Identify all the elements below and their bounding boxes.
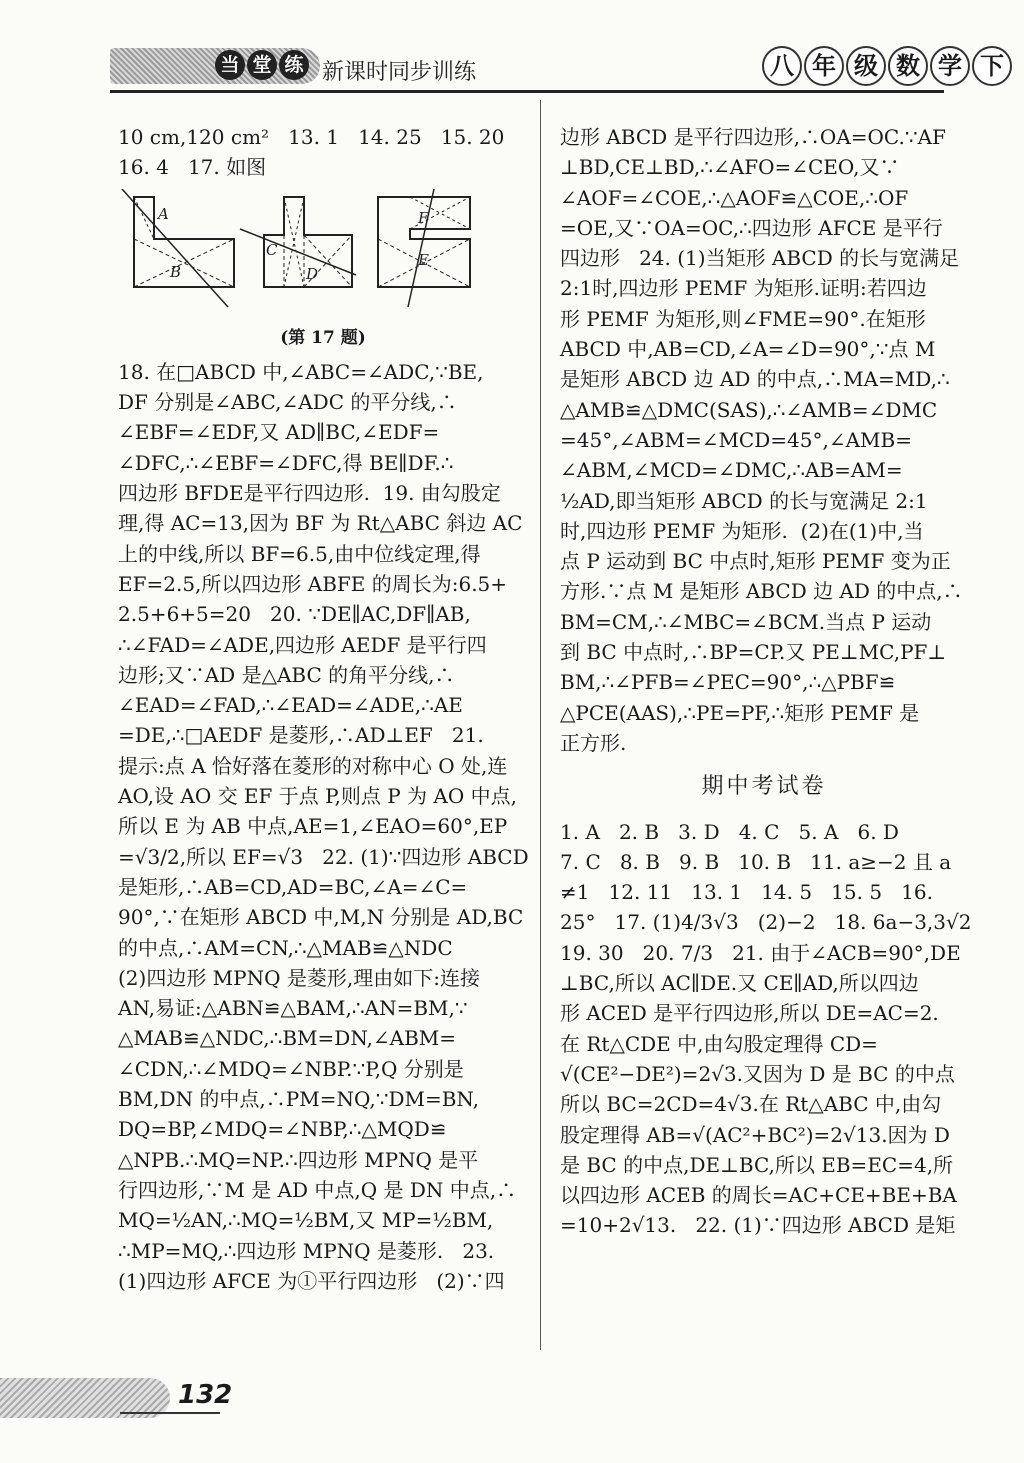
answer-line: 是矩形,∴AB=CD,AD=BC,∠A=∠C= xyxy=(118,874,468,899)
answer-line: 25° 17. (1)4/3√3 (2)−2 18. 6a−3,3√2 xyxy=(560,910,972,935)
column-divider xyxy=(540,100,541,1350)
answer-line: △AMB≌△DMC(SAS),∴∠AMB=∠DMC xyxy=(560,397,938,422)
fig-label-d: D xyxy=(306,264,319,283)
answer-line: 到 BC 中点时,∴BP=CP.又 PE⊥MC,PF⊥ xyxy=(560,640,947,665)
figure-17 xyxy=(118,189,528,321)
answer-line: MQ=½AN,∴MQ=½BM,又 MP=½BM, xyxy=(118,1208,494,1233)
answer-line: ∠EAD=∠FAD,∴∠EAD=∠ADE,∴AE xyxy=(118,693,463,718)
grade-char: 级 xyxy=(846,46,886,86)
grade-char: 学 xyxy=(930,46,970,86)
answer-line: 是 BC 的中点,DE⊥BC,所以 EB=EC=4,所 xyxy=(560,1152,954,1177)
answer-line: △PCE(AAS),∴PE=PF,∴矩形 PEMF 是 xyxy=(560,700,920,725)
answer-line: ⊥BD,CE⊥BD,∴∠AFO=∠CEO,又∵ xyxy=(560,155,900,180)
answer-line: ∠EBF=∠EDF,又 AD∥BC,∠EDF= xyxy=(118,420,440,445)
answer-line: 边形;又∵AD 是△ABC 的角平分线,∴ xyxy=(118,662,455,687)
answer-line: (1)四边形 AFCE 为①平行四边形 (2)∵四 xyxy=(118,1268,505,1293)
answer-line: ½AD,即当矩形 ABCD 的长与宽满足 2:1 xyxy=(560,488,928,513)
grade-subject-badge xyxy=(762,46,1012,86)
answer-line: 2:1时,四边形 PEMF 为矩形.证明:若四边 xyxy=(560,276,927,301)
answer-line: AO,设 AO 交 EF 于点 P,则点 P 为 AO 中点, xyxy=(118,784,517,809)
answer-line: 1. A 2. B 3. D 4. C 5. A 6. D xyxy=(560,819,899,844)
brand-char: 堂 xyxy=(247,50,277,80)
fig-label-a: A xyxy=(158,204,169,223)
answer-line: 行四边形,∵M 是 AD 中点,Q 是 DN 中点,∴ xyxy=(118,1177,517,1202)
answer-line: △NPB.∴MQ=NP.∴四边形 MPNQ 是平 xyxy=(118,1147,479,1172)
answer-line: 时,四边形 PEMF 为矩形. (2)在(1)中,当 xyxy=(560,518,924,543)
series-title: 新课时同步训练 xyxy=(322,60,477,85)
answer-line: ∴MP=MQ,∴四边形 MPNQ 是菱形. 23. xyxy=(118,1238,495,1263)
right-column xyxy=(560,122,972,1241)
fig-label-c: C xyxy=(266,240,278,259)
answer-line: =√3/2,所以 EF=√3 22. (1)∵四边形 ABCD xyxy=(118,844,529,869)
answer-line: 2.5+6+5=20 20. ∵DE∥AC,DF∥AB, xyxy=(118,602,471,627)
answer-line: (2)四边形 MPNQ 是菱形,理由如下:连接 xyxy=(118,965,480,990)
answer-line: =OE,又∵OA=OC,∴四边形 AFCE 是平行 xyxy=(560,215,943,240)
answer-line: 以四边形 ACEB 的周长=AC+CE+BE+BA xyxy=(560,1183,957,1208)
answer-line: 四边形 BFDE是平行四边形. 19. 由勾股定 xyxy=(118,481,501,506)
answer-line: =45°,∠ABM=∠MCD=45°,∠AMB= xyxy=(560,427,912,452)
answer-line: ABCD 中,AB=CD,∠A=∠D=90°,∵点 M xyxy=(560,337,936,362)
fig-label-b: B xyxy=(170,262,182,281)
answer-line: 19. 30 20. 7/3 21. 由于∠ACB=90°,DE xyxy=(560,940,961,965)
brand-char: 当 xyxy=(215,50,245,80)
answer-line: ∴∠FAD=∠ADE,四边形 AEDF 是平行四 xyxy=(118,632,487,657)
answer-line: 正方形. xyxy=(560,730,627,755)
answer-line: DF 分别是∠ABC,∠ADC 的平分线,∴ xyxy=(118,390,457,415)
answer-line: 在 Rt△CDE 中,由勾股定理得 CD= xyxy=(560,1031,878,1056)
grade-char: 年 xyxy=(804,46,844,86)
answer-line: 是矩形 ABCD 边 AD 的中点,∴MA=MD,∴ xyxy=(560,367,950,392)
left-answers xyxy=(118,357,528,1296)
page-header xyxy=(0,0,1024,100)
answer-line: 上的中线,所以 BF=6.5,由中位线定理,得 xyxy=(118,541,481,566)
fig-label-f: F xyxy=(418,208,429,227)
answer-line: △MAB≌△NDC,∴BM=DN,∠ABM= xyxy=(118,1026,457,1051)
answer-line: DQ=BP,∠MDQ=∠NBP,∴△MQD≌ xyxy=(118,1117,447,1142)
figure-caption: (第 17 题) xyxy=(280,327,366,348)
answer-line: 股定理得 AB=√(AC²+BC²)=2√13.因为 D xyxy=(560,1122,950,1147)
answer-line: ⊥BC,所以 AC∥DE.又 CE∥AD,所以四边 xyxy=(560,971,919,996)
answer-line: 边形 ABCD 是平行四边形,∴OA=OC.∵AF xyxy=(560,125,946,149)
answer-line: 点 P 运动到 BC 中点时,矩形 PEMF 变为正 xyxy=(560,549,951,574)
answer-line: BM,∴∠PFB=∠PEC=90°,∴△PBF≌ xyxy=(560,670,896,695)
figure-17-drawing xyxy=(118,189,528,321)
answer-line: 16. 4 17. 如图 xyxy=(118,155,267,180)
grade-char: 八 xyxy=(762,46,802,86)
answer-line: ∠AOF=∠COE,∴△AOF≌△COE,∴OF xyxy=(560,185,909,210)
answer-line: √(CE²−DE²)=2√3.又因为 D 是 BC 的中点 xyxy=(560,1061,955,1086)
answer-line: =10+2√13. 22. (1)∵四边形 ABCD 是矩 xyxy=(560,1213,956,1238)
brand-logo xyxy=(215,50,309,80)
section-title: 期中考试卷 xyxy=(701,774,827,800)
page-number: 132 xyxy=(178,1380,233,1410)
answer-line: 10 cm,120 cm² 13. 1 14. 25 15. 20 xyxy=(118,125,505,149)
answer-line: 理,得 AC=13,因为 BF 为 Rt△ABC 斜边 AC xyxy=(118,511,523,536)
answer-line: =DE,∴□AEDF 是菱形,∴AD⊥EF 21. xyxy=(118,723,484,748)
answer-line: 7. C 8. B 9. B 10. B 11. a≥−2 且 a xyxy=(560,849,952,874)
fig-label-e: E xyxy=(418,250,429,269)
left-column xyxy=(118,122,528,1296)
answer-line: 方形.∵点 M 是矩形 ABCD 边 AD 的中点,∴ xyxy=(560,579,963,604)
answer-line: BM,DN 的中点,∴PM=NQ,∵DM=BN, xyxy=(118,1087,480,1112)
answer-line: 所以 E 为 AB 中点,AE=1,∠EAO=60°,EP xyxy=(118,814,508,839)
answer-line: 形 PEMF 为矩形,则∠FME=90°.在矩形 xyxy=(560,306,926,331)
answer-line: ≠1 12. 11 13. 1 14. 5 15. 5 16. xyxy=(560,880,933,905)
answer-line: ∠CDN,∴∠MDQ=∠NBP.∵P,Q 分别是 xyxy=(118,1056,464,1081)
answer-line: AN,易证:△ABN≌△BAM,∴AN=BM,∵ xyxy=(118,996,468,1021)
grade-char: 数 xyxy=(888,46,928,86)
answer-line: EF=2.5,所以四边形 ABFE 的周长为:6.5+ xyxy=(118,571,508,596)
answer-line: 形 ACED 是平行四边形,所以 DE=AC=2. xyxy=(560,1001,939,1026)
brand-char: 练 xyxy=(279,50,309,80)
footer-rule xyxy=(120,1412,220,1414)
answer-line: 的中点,∴AM=CN,∴△MAB≌△NDC xyxy=(118,935,453,960)
answer-line: 90°,∵在矩形 ABCD 中,M,N 分别是 AD,BC xyxy=(118,905,524,930)
answer-line: BM=CM,∴∠MBC=∠BCM.当点 P 运动 xyxy=(560,609,932,634)
answer-line: 提示:点 A 恰好落在菱形的对称中心 O 处,连 xyxy=(118,753,508,778)
answer-line: 18. 在□ABCD 中,∠ABC=∠ADC,∵BE, xyxy=(118,359,484,384)
header-rule xyxy=(110,90,944,93)
answer-line: ∠DFC,∴∠EBF=∠DFC,得 BE∥DF.∴ xyxy=(118,450,454,475)
answer-line: ∠ABM,∠MCD=∠DMC,∴AB=AM= xyxy=(560,458,903,483)
grade-char: 下 xyxy=(972,46,1012,86)
answer-line: 四边形 24. (1)当矩形 ABCD 的长与宽满足 xyxy=(560,246,960,271)
answer-line: 所以 BC=2CD=4√3.在 Rt△ABC 中,由勾 xyxy=(560,1092,942,1117)
